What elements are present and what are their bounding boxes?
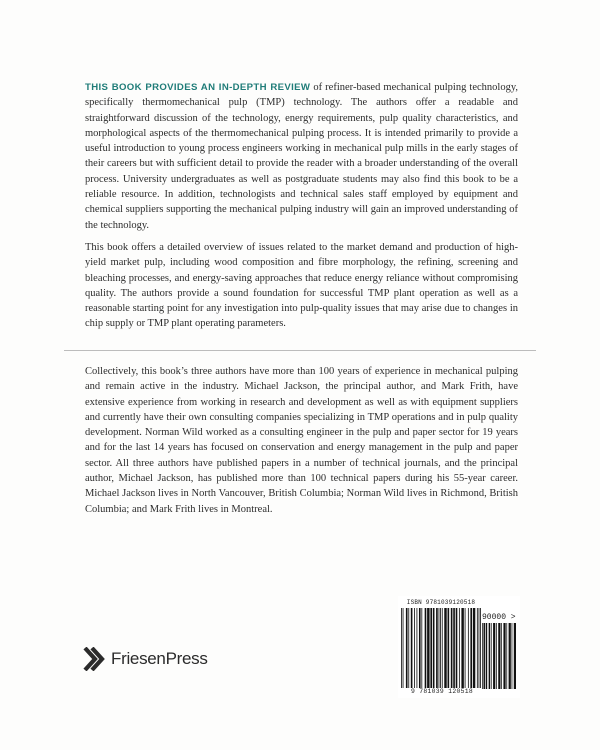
addon-barcode-bar [514, 623, 516, 689]
barcode-bar [473, 608, 475, 688]
author-bio-paragraph: Collectively, this book’s three authors have more than 100 years of experience in mechanical pulping and remain active in the industry. Michael Jackson, the principal author, and Mark Frith, have extensive experience from working in research and development as well as with equipment suppliers and currently have their own consulting companies specializing in TMP operations and in pulp quality development. Norman Wild worked as a consulting engineer in the pulp and paper sector for 19 years and for the last 14 years has focused on conservation and energy management in the pulp and paper sector. All three authors have published papers in a number of technical journals, and the principal author, Michael Jackson, has published more than 100 technical papers during his 55-year career. Michael Jackson lives in North Vancouver, British Columbia; Norman Wild lives in Richmond, British Columbia; and Mark Frith lives in Montreal. [85, 366, 518, 515]
price-code: 90000 > [482, 613, 516, 622]
section-divider [64, 350, 536, 351]
publisher-name: FriesenPress [111, 649, 208, 668]
addon-barcode-bar [506, 623, 507, 689]
barcode-bar [425, 608, 427, 688]
barcode-bar [406, 608, 408, 688]
description-paragraph-2: This book offers a detailed overview of issues related to the market demand and production of high-yield market pulp, including wood composition and fibre morphology, the refining, screening and bleaching processes, and energy-saving approaches that reduce energy reliance without compromising quality. The authors provide a sound foundation for successful TMP plant operation as well as a reasonable starting point for any investigation into pulp-quality issues that may arise due to changes in chip supply or TMP plant operating parameters. [85, 242, 518, 330]
barcode-bar [442, 608, 443, 688]
addon-barcode-bar [489, 623, 490, 689]
isbn-label: ISBN 9781039120518 [406, 599, 476, 606]
barcode-bar [465, 608, 466, 688]
addon-barcode-bar [498, 623, 500, 689]
barcode-bar [459, 608, 460, 688]
barcode-bar [430, 608, 432, 688]
addon-barcode-bar [509, 623, 511, 689]
barcode-bar [427, 608, 429, 688]
barcode-bar [470, 608, 472, 688]
description-paragraph-1 [85, 80, 518, 233]
isbn-barcode [401, 608, 481, 688]
barcode-bar [401, 608, 402, 688]
addon-barcode-bar [503, 623, 505, 689]
lead-in-heading: THIS BOOK PROVIDES AN IN-DEPTH REVIEW [85, 82, 311, 93]
barcode-bar [440, 608, 441, 688]
barcode-bar [439, 608, 440, 688]
barcode-bar [417, 608, 418, 688]
barcode-bar [468, 608, 469, 688]
barcode-bar [479, 608, 480, 688]
barcode-bar [419, 608, 421, 688]
friesenpress-arrow-logo-icon [83, 647, 105, 671]
addon-barcode-bar [486, 623, 487, 689]
barcode-bar [448, 608, 450, 688]
barcode-bar [444, 608, 446, 688]
addon-barcode-bar [496, 623, 497, 689]
barcode-bar [461, 608, 463, 688]
publisher-logo [83, 646, 208, 672]
barcode-bar [453, 608, 455, 688]
barcode-bar [436, 608, 438, 688]
barcode-bar [456, 608, 458, 688]
addon-barcode-bar [501, 623, 502, 689]
addon-barcode-bar [491, 623, 492, 689]
barcode-bar [411, 608, 413, 688]
addon-barcode-bar [493, 623, 495, 689]
ean-digits: 9 781039 120518 [410, 688, 474, 695]
barcode-bar [451, 608, 453, 688]
barcode-bar [421, 608, 422, 688]
addon-barcode-bar [512, 623, 513, 689]
addon-barcode-bar [482, 623, 483, 689]
barcode-bar [414, 608, 415, 688]
price-addon-barcode [482, 623, 516, 689]
addon-barcode-bar [483, 623, 484, 689]
paragraph-1-text: of refiner-based mechanical pulping technology, specifically thermomechanical pulp (TMP) technology. The authors offer a readable and straightforward discussion of the technology, energy requirements, pulp quality characteristics, and morphological aspects of the thermomechanical pulping process. It is intended primarily to provide a useful introduction to young process engineers working in mechanical pulp mills in the early stages of their careers but with sufficient detail to provide the reader with a broader understanding of the overall process. University undergraduates as well as postgraduate students may also find this book to be a reliable resource. In addition, technologists and technical sales staff employed by equipment and chemical suppliers supporting the mechanical pulping industry will gain an improved understanding of the technology. [85, 82, 519, 231]
barcode-bar [433, 608, 435, 688]
barcode-bar [408, 608, 409, 688]
barcode-bar [477, 608, 478, 688]
barcode-bar [403, 608, 404, 688]
barcode-bar [480, 608, 481, 688]
